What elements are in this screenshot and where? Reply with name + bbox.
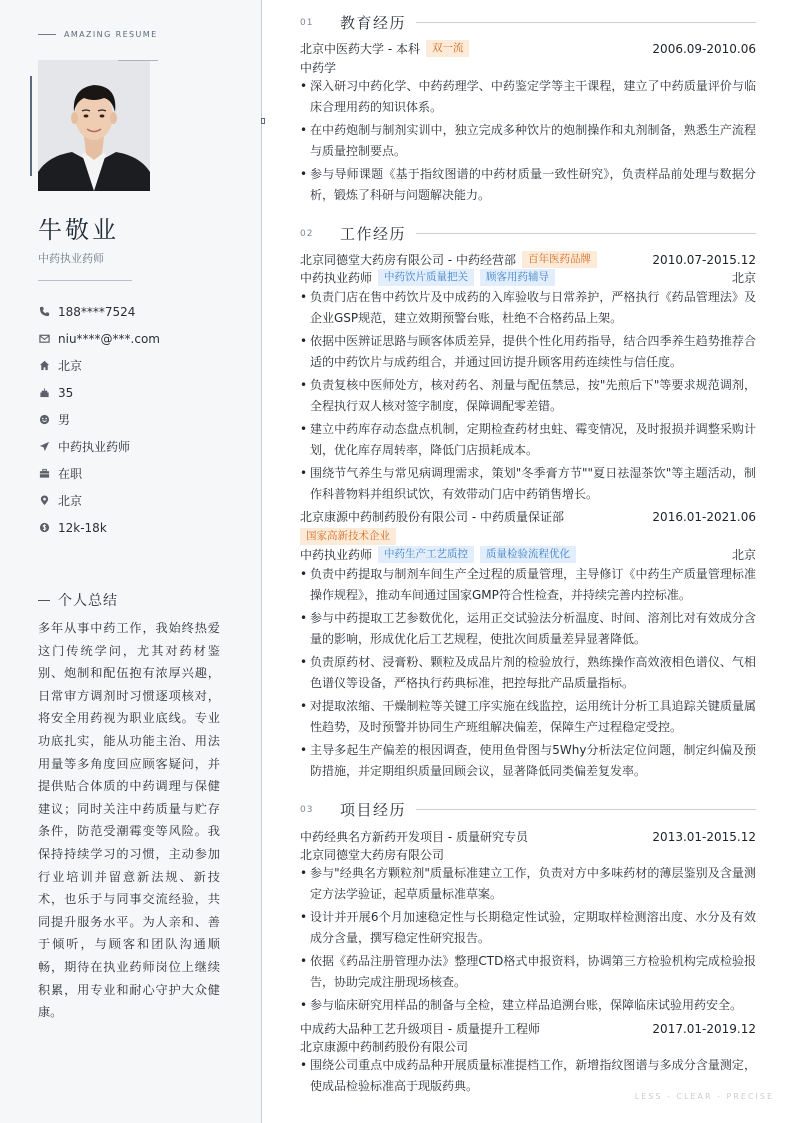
list-item: • 负责原药材、浸膏粉、颗粒及成品片剂的检验放行，熟练操作高效液相色谱仪、气相色谱仪等设备，严格执行药典标准，把控每批产品质量指标。: [300, 652, 756, 693]
section-rule: [416, 809, 756, 810]
contact-info-list: [38, 298, 248, 541]
project-name: 中成药大品种工艺升级项目 - 质量提升工程师: [300, 1022, 540, 1036]
phone-icon: [38, 306, 50, 318]
job-bullets: [300, 287, 756, 507]
project-bullets: [300, 863, 756, 1019]
list-item: • 负责中药提取与制剂车间生产全过程的质量管理，主导修订《中药生产质量管理标准操作规程》，推动车间通过国家GMP符合性检查，并持续完善内控标准。: [300, 564, 756, 605]
list-item: • 围绕节气养生与常见病调理需求，策划"冬季膏方节""夏日祛湿茶饮"等主题活动，制作科普物料并组织试饮，有效带动门店中药销售增长。: [300, 463, 756, 504]
list-item: • 主导多起生产偏差的根因调查，使用鱼骨图与5Why分析法定位问题，制定纠偏及预防措施，并定期组织质量回顾会议，显著降低同类偏差复发率。: [300, 740, 756, 781]
section-rule: [416, 22, 756, 23]
brand-header: [38, 30, 158, 39]
job-city: 北京: [731, 548, 756, 562]
projects-section-header: [300, 799, 756, 820]
send-icon: [38, 441, 50, 453]
job-city: 北京: [731, 271, 756, 285]
sidebar: [0, 0, 262, 1123]
list-item: • 在中药炮制与制剂实训中，独立完成多种饮片的炮制操作和丸剂制备，熟悉生产流程与质量控制要点。: [300, 120, 756, 161]
list-item: • 设计并开展6个月加速稳定性与长期稳定性试验，定期取样检测溶出度、水分及有效成分含量，撰写稳定性研究报告。: [300, 907, 756, 948]
education-row: [300, 40, 756, 57]
list-item: • 负责门店在售中药饮片及中成药的入库验收与日常养护，严格执行《药品管理法》及企业GSP规范，建立效期预警台账，杜绝不合格药品上架。: [300, 287, 756, 328]
job-company-row: [300, 508, 756, 525]
cake-icon: [38, 387, 50, 399]
company-tag: 国家高新技术企业: [300, 528, 396, 545]
section-number: 02: [300, 228, 314, 239]
project-date: 2013.01-2015.12: [652, 829, 756, 844]
work-section-header: [300, 223, 756, 244]
job-bullets: [300, 564, 756, 784]
list-item: • 对提取浓缩、干燥制粒等关键工序实施在线监控，运用统计分析工具追踪关键质量属性趋势，及时预警并协同生产班组解决偏差，保障生产过程稳定受控。: [300, 696, 756, 737]
job-company-row: [300, 251, 756, 268]
info-email: [38, 325, 248, 352]
education-date: 2006.09-2010.06: [652, 41, 756, 56]
job-role-row: [300, 269, 756, 286]
footer-watermark: LESS - CLEAR - PRECISE: [634, 1092, 774, 1101]
summary-text: 多年从事中药工作，我始终热爱这门传统学问，尤其对药材鉴别、炮制和配伍抱有浓厚兴趣，日常审方调剂时习惯逐项核对，将安全用药视为职业底线。专业功底扎实，能从功能主治、用法用量等多角度回应顾客疑问，并提供贴合体质的中药调理与保健建议；同时关注中药质量与贮存条件，防范受潮霉变等风险。我保持持续学习的习惯，主动参加行业培训并留意新法规、新技术，也乐于与同事交流经验，共同提升服务水平。为人亲和、善于倾听，与顾客和团队沟通顺畅，期待在执业药师岗位上继续积累，用专业和耐心守护大众健康。: [38, 621, 220, 1020]
age-text: 35: [58, 385, 74, 400]
brand-text: AMAZING RESUME: [64, 30, 158, 39]
email-icon: [38, 333, 50, 345]
list-item: • 依据《药品注册管理办法》整理CTD格式申报资料，协调第三方检验机构完成检验报告，协助完成注册现场核查。: [300, 951, 756, 992]
education-bullets: [300, 76, 756, 208]
info-salary: [38, 514, 248, 541]
company-name: 北京同德堂大药房有限公司 - 中药经营部: [300, 253, 516, 267]
smile-icon: [38, 414, 50, 426]
location-pin-icon: [38, 495, 50, 507]
info-location: [38, 487, 248, 514]
project-row: [300, 1020, 756, 1037]
education-major: 中药学: [300, 61, 337, 75]
job-role: 中药执业药师: [300, 271, 373, 285]
divider: [38, 280, 132, 281]
job-date: 2016.01-2021.06: [652, 509, 756, 524]
home-icon: [38, 360, 50, 372]
salary-icon: [38, 522, 50, 534]
photo-frame-line: [118, 60, 158, 61]
list-item: • 深入研习中药化学、中药药理学、中药鉴定学等主干课程，建立了中药质量评价与临床合理用药的知识体系。: [300, 76, 756, 117]
role-tag: 质量检验流程优化: [480, 546, 576, 563]
section-rule: [416, 233, 756, 234]
brand-dash: [38, 34, 56, 35]
salary-text: 12k-18k: [58, 520, 107, 535]
section-title: 教育经历: [340, 14, 407, 32]
role-tag: 中药饮片质量把关: [378, 269, 474, 286]
list-item: • 建立中药库存动态盘点机制，定期检查药材虫蛀、霉变情况，及时报损并调整采购计划，优化库存周转率，降低门店损耗成本。: [300, 419, 756, 460]
section-number: 01: [300, 17, 314, 28]
project-name: 中药经典名方新药开发项目 - 质量研究专员: [300, 830, 528, 844]
position-text: 中药执业药师: [58, 440, 131, 454]
info-position: [38, 433, 248, 460]
role-tag: 中药生产工艺质控: [378, 546, 474, 563]
avatar: [38, 60, 150, 191]
project-date: 2017.01-2019.12: [652, 1021, 756, 1036]
job-date: 2010.07-2015.12: [652, 252, 756, 267]
email-text: niu****@***.com: [58, 331, 160, 346]
list-item: • 围绕公司重点中成药品种开展质量标准提档工作，新增指纹图谱与多成分含量测定，使成品检验标准高于现版药典。: [300, 1055, 756, 1096]
company-name: 北京康源中药制药股份有限公司 - 中药质量保证部: [300, 510, 564, 524]
school-tag: 双一流: [426, 40, 470, 57]
list-item: • 参与中药提取工艺参数优化，运用正交试验法分析温度、时间、溶剂比对有效成分含量的影响，形成优化后工艺规程，使批次间质量差异显著降低。: [300, 608, 756, 649]
project-row: [300, 828, 756, 845]
info-home: [38, 352, 248, 379]
list-item: • 依据中医辨证思路与顾客体质差异，提供个性化用药指导，结合四季养生趋势推荐合适的中药饮片与成药组合，并通过回访提升顾客用药连续性与信任度。: [300, 331, 756, 372]
candidate-name: 牛敬业: [38, 216, 119, 244]
home-text: 北京: [58, 359, 83, 373]
list-item: • 参与临床研究用样品的制备与全检，建立样品追溯台账，保障临床试验用药安全。: [300, 995, 756, 1016]
info-phone: [38, 298, 248, 325]
photo-accent-bar: [30, 76, 32, 176]
briefcase-icon: [38, 468, 50, 480]
info-gender: [38, 406, 248, 433]
school-name: 北京中医药大学 - 本科: [300, 42, 420, 56]
gender-text: 男: [58, 413, 71, 427]
location-text: 北京: [58, 494, 83, 508]
education-section-header: [300, 12, 756, 33]
divider-marker: [261, 118, 265, 124]
section-title: 工作经历: [340, 225, 407, 243]
list-item: • 参与"经典名方颗粒剂"质量标准建立工作，负责对方中多味药材的薄层鉴别及含量测定方法学验证，起草质量标准草案。: [300, 863, 756, 904]
list-item: • 负责复核中医师处方，核对药名、剂量与配伍禁忌，按"先煎后下"等要求规范调剂，全程执行双人核对签字制度，保障调配零差错。: [300, 375, 756, 416]
summary-header: [38, 590, 118, 610]
status-text: 在职: [58, 467, 83, 481]
company-tag: 百年医药品牌: [522, 251, 597, 268]
candidate-title: 中药执业药师: [38, 252, 104, 265]
section-number: 03: [300, 804, 314, 815]
project-org: 北京同德堂大药房有限公司: [300, 848, 445, 862]
summary-title: 个人总结: [58, 593, 118, 609]
section-title: 项目经历: [340, 801, 407, 819]
info-age: [38, 379, 248, 406]
job-role-row: [300, 546, 756, 563]
list-item: • 参与导师课题《基于指纹图谱的中药材质量一致性研究》，负责样品前处理与数据分析，锻炼了科研与问题解决能力。: [300, 164, 756, 205]
project-org: 北京康源中药制药股份有限公司: [300, 1040, 469, 1054]
summary-dash: [38, 600, 50, 601]
company-tag-row: [300, 528, 756, 545]
phone-text: 188****7524: [58, 304, 136, 319]
job-role: 中药执业药师: [300, 548, 373, 562]
role-tag: 顾客用药辅导: [480, 269, 555, 286]
info-status: [38, 460, 248, 487]
